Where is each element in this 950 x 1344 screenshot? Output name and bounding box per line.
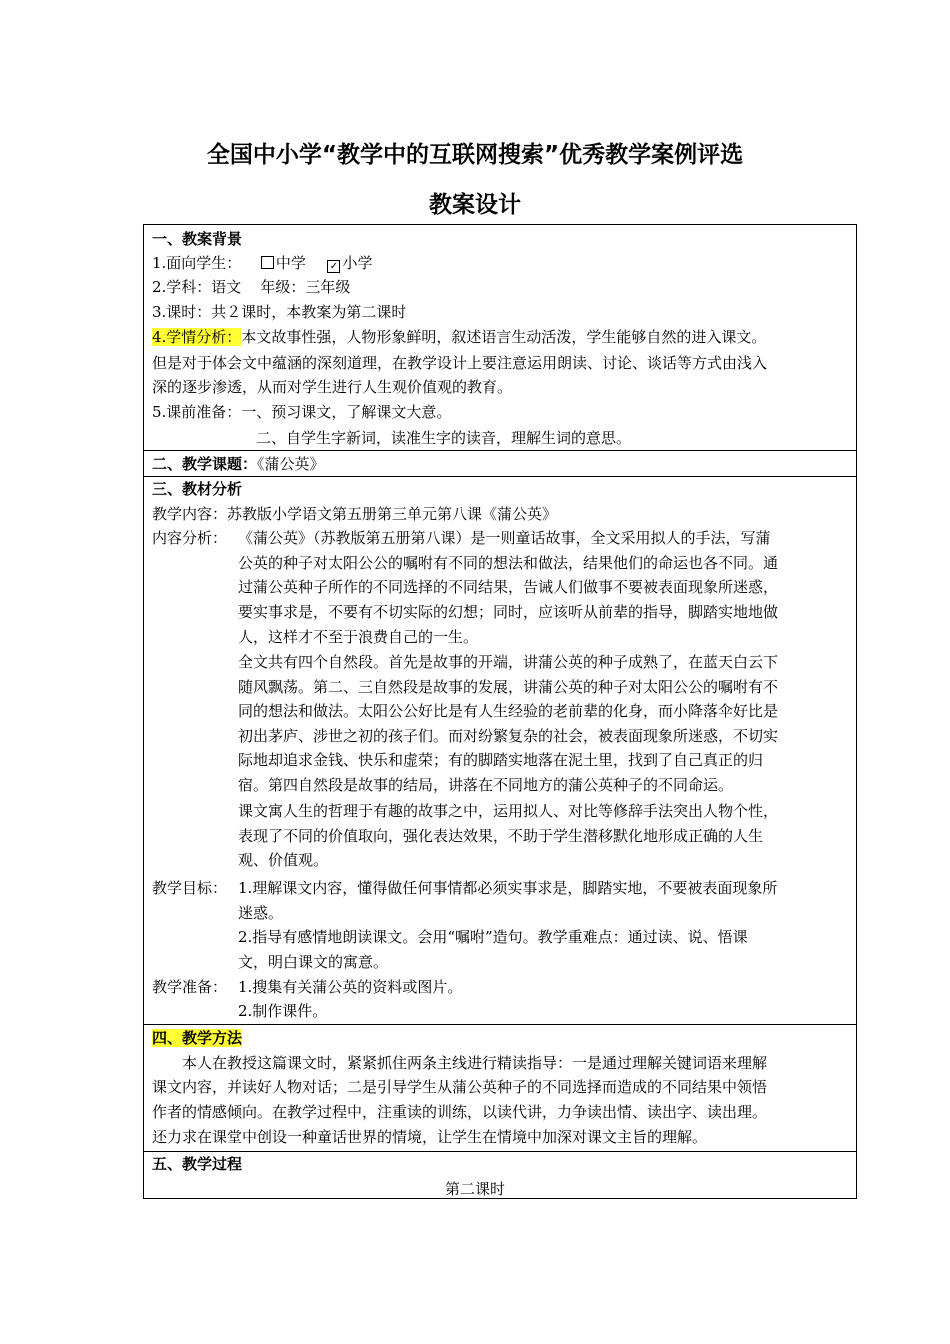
hours-line: 3.课时：共２课时，本教案为第二课时 <box>152 303 407 321</box>
content-analysis-line: 表现了不同的价值取向，强化表达效果，不助于学生潜移默化地形成正确的人生 <box>238 827 764 845</box>
row-divider <box>143 1151 857 1152</box>
section-2-row <box>152 452 325 476</box>
analysis-label: 4.学情分析： <box>152 328 242 346</box>
teaching-prep-line: 2.制作课件。 <box>238 1002 328 1020</box>
method-line: 作者的情感倾向。在教学过程中，注重读的训练，以读代讲，力争读出情、读出字、读出理。 <box>152 1103 768 1121</box>
method-line: 本人在教授这篇课文时，紧紧抓住两条主线进行精读指导：一是通过理解关键词语来理解 <box>182 1054 768 1072</box>
content-analysis-line: 过蒲公英种子所作的不同选择的不同结果，告诫人们做事不要被表面现象所迷惑， <box>238 578 779 596</box>
period-label: 第二课时 <box>444 1180 505 1198</box>
content-analysis-line: 观、价值观。 <box>238 851 329 869</box>
section-1-heading: 一、教案背景 <box>152 230 243 248</box>
middle-school-checkbox[interactable] <box>261 256 274 269</box>
content-analysis-line: 人，这样才不至于浪费自己的一生。 <box>238 628 479 646</box>
document-title: 全国中小学“教学中的互联网搜索”优秀教学案例评选 <box>206 142 744 168</box>
content-analysis-label: 内容分析： <box>152 529 228 547</box>
content-analysis-line: 要实事求是，不要有不切实际的幻想；同时，应该听从前辈的指导，脚踏实地地做 <box>238 603 779 621</box>
goal-line: 2.指导有感情地朗读课文。会用“嘱咐”造句。教学重难点：通过读、说、悟课 <box>238 928 748 947</box>
audience-label: 1.面向学生： <box>152 254 242 272</box>
analysis-line-2: 但是对于体会文中蕴涵的深刻道理，在教学设计上要注意运用朗读、讨论、谈话等方式由浅入 <box>152 354 768 372</box>
content-analysis-line: 同的想法和做法。太阳公公好比是有人生经验的老前辈的化身，而小降落伞好比是 <box>238 702 779 720</box>
audience-row <box>152 251 372 275</box>
content-analysis-line: 际地却追求金钱、快乐和虚荣；有的脚踏实地落在泥土里，找到了自己真正的归 <box>238 751 764 769</box>
goal-line: 迷惑。 <box>238 903 284 922</box>
section-5-heading: 五、教学过程 <box>152 1155 243 1173</box>
content-analysis-line: 《蒲公英》（苏教版第五册第八课）是一则童话故事，全文采用拟人的手法，写蒲 <box>238 529 771 547</box>
content-analysis-line: 随风飘荡。第二、三自然段是故事的发展，讲蒲公英的种子对太阳公公的嘱咐有不 <box>238 678 779 696</box>
content-analysis-line: 课文寓人生的哲理于有趣的故事之中，运用拟人、对比等修辞手法突出人物个性， <box>238 802 779 820</box>
topic-title: 《蒲公英》 <box>257 455 325 473</box>
teaching-prep-line: 1.搜集有关蒲公英的资料或图片。 <box>238 978 463 996</box>
section-3-heading: 三、教材分析 <box>152 480 243 498</box>
middle-school-label: 中学 <box>275 254 306 272</box>
content-analysis-line: 公英的种子对太阳公公的嘱咐有不同的想法和做法，结果他们的命运也各不同。通 <box>238 554 779 572</box>
analysis-line-1 <box>152 325 766 349</box>
primary-school-label: 小学 <box>342 254 373 272</box>
analysis-text-1: 本文故事性强，人物形象鲜明，叙述语言生动活泼，学生能够自然的进入课文。 <box>241 328 767 346</box>
primary-school-checkbox[interactable]: ✓ <box>327 260 340 273</box>
row-divider <box>143 476 857 477</box>
teaching-prep-label: 教学准备： <box>152 978 228 996</box>
goal-line: 文，明白课文的寓意。 <box>238 953 389 972</box>
section-4-heading: 四、教学方法 <box>152 1029 243 1047</box>
content-line: 教学内容：苏教版小学语文第五册第三单元第八课《蒲公英》 <box>152 505 558 523</box>
method-line: 还力求在课堂中创设一种童话世界的情境，让学生在情境中加深对课文主旨的理解。 <box>152 1128 708 1146</box>
method-line: 课文内容，并读好人物对话；二是引导学生从蒲公英种子的不同选择而造成的不同结果中领悟 <box>152 1078 768 1096</box>
analysis-line-3: 深的逐步渗透，从而对学生进行人生观价值观的教育。 <box>152 378 513 396</box>
prep-line-2: 二、自学生字新词，读准生字的读音，理解生词的意思。 <box>256 429 632 447</box>
goal-line: 1.理解课文内容，懂得做任何事情都必须实事求是，脚踏实地，不要被表面现象所 <box>238 879 778 897</box>
section-2-heading: 二、教学课题： <box>152 455 258 473</box>
content-analysis-line: 全文共有四个自然段。首先是故事的开端，讲蒲公英的种子成熟了，在蓝天白云下 <box>238 653 779 671</box>
row-divider <box>143 450 857 451</box>
subject-line: 2.学科：语文 年级：三年级 <box>152 278 351 296</box>
document-subtitle: 教案设计 <box>429 192 521 218</box>
goal-label: 教学目标： <box>152 879 228 897</box>
row-divider <box>143 1024 857 1025</box>
content-analysis-line: 宿。第四自然段是故事的结局，讲落在不同地方的蒲公英种子的不同命运。 <box>238 776 734 794</box>
content-analysis-line: 初出茅庐、涉世之初的孩子们。而对纷繁复杂的社会，被表面现象所迷惑，不切实 <box>238 727 779 745</box>
prep-line-1: 5.课前准备：一、预习课文，了解课文大意。 <box>152 403 452 421</box>
